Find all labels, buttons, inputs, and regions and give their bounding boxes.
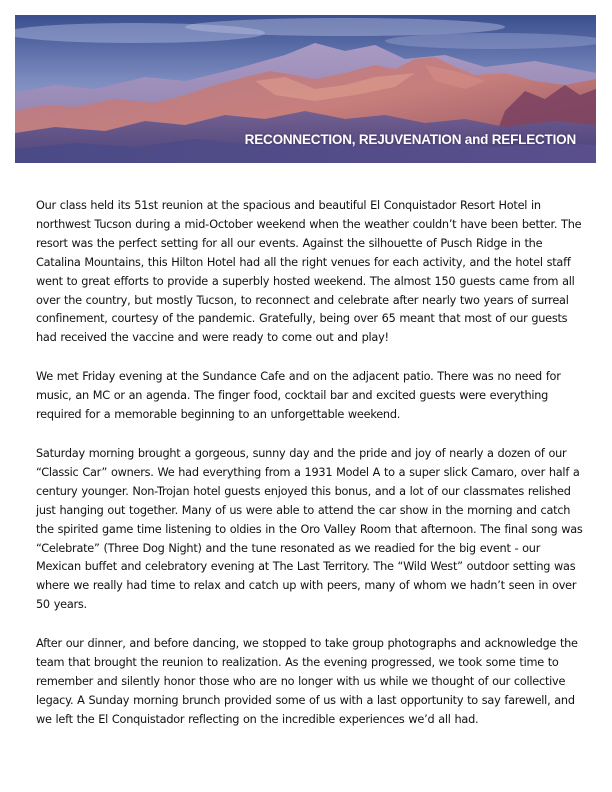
paragraph-1: Our class held its 51st reunion at the spacious and beautiful El Conquistador Resort Hotel in northwest Tucson during a mid-October weekend when the weather couldn’t have been better. The resort was the perfect setting for all our events. Against the silhouette of Pusch Ridge in the Catalina Mountains, this Hilton Hotel had all the right venues for each activity, and the hotel staff went to great efforts to provide a superbly hosted weekend. The almost 150 guests came from all over the country, but mostly Tucson, to reconnect and celebrate after nearly two years of surreal confinement, courtesy of the pandemic. Gratefully, being over 65 meant that most of our guests had received the vaccine and were ready to come out and play! [36, 199, 582, 345]
paragraph-4: After our dinner, and before dancing, we stopped to take group photographs and acknowledge the team that brought the reunion to realization. As the evening progressed, we took some time to remember and silently honor those who are no longer with us while we thought of our collective legacy. A Sunday morning brunch provided some of us with a last opportunity to say farewell, and we left the El Conquistador reflecting on the incredible experiences we’d all had. [36, 637, 578, 726]
header-banner [15, 15, 596, 163]
banner-title: RECONNECTION, REJUVENATION and REFLECTION [244, 132, 576, 147]
paragraph-2: We met Friday evening at the Sundance Cafe and on the adjacent patio. There was no need for music, an MC or an agenda. The finger food, cocktail bar and excited guests were everything required for a memorable beginning to an unforgettable weekend. [36, 370, 561, 422]
paragraph-3: Saturday morning brought a gorgeous, sunny day and the pride and joy of nearly a dozen of our “Classic Car” owners. We had everything from a 1931 Model A to a super slick Camaro, over half a century younger. Non-Trojan hotel guests enjoyed this bonus, and a lot of our classmates relished just hanging out together. Many of us were able to attend the car show in the morning and catch the spirited game time listening to oldies in the Oro Valley Room that afternoon. The final song was “Celebrate” (Three Dog Night) and the tune resonated as we readied for the big event - our Mexican buffet and celebratory evening at The Last Territory. The “Wild West” outdoor setting was where we really had time to relax and catch up with peers, many of whom we hadn’t seen in over 50 years. [36, 446, 583, 612]
article-body [36, 197, 584, 750]
